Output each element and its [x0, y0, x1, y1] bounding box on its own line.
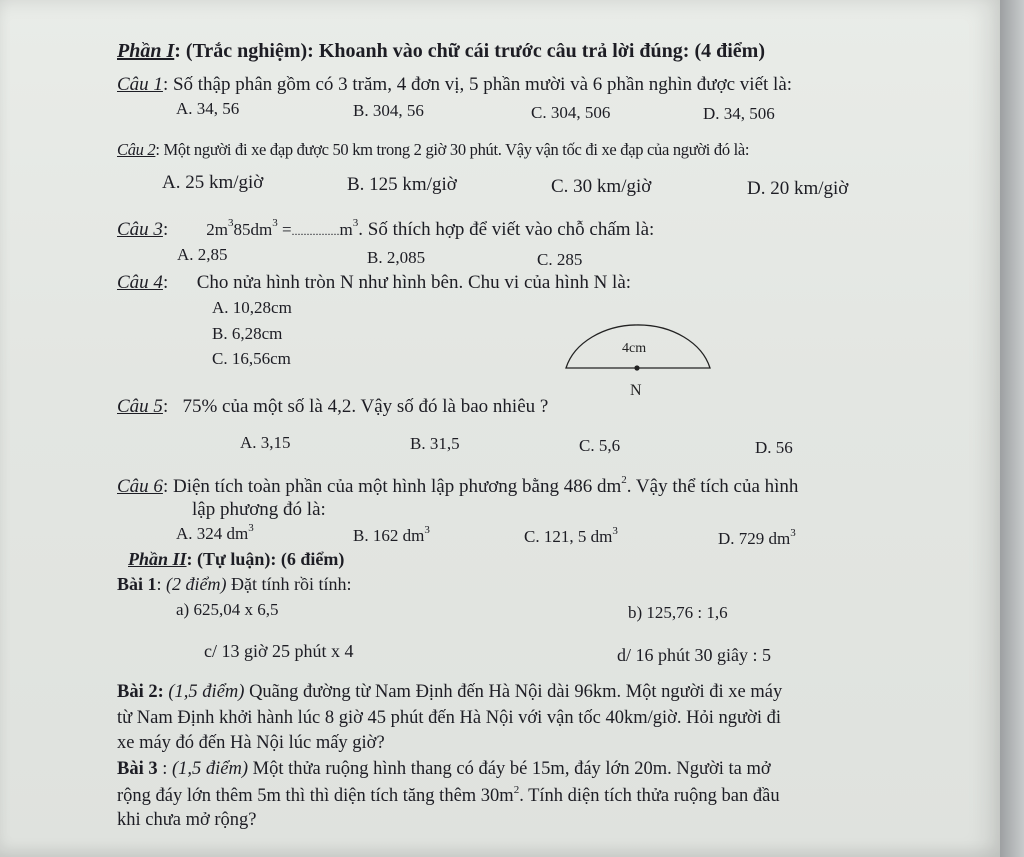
exercise-3-line-1: Bài 3 : (1,5 điểm) Một thửa ruộng hình thang có đáy bé 15m, đáy lớn 20m. Người ta mở	[117, 759, 771, 779]
question-label: Câu 3	[117, 219, 163, 240]
q2-option-d[interactable]: D. 20 km/giờ	[747, 178, 849, 199]
q2-option-a[interactable]: A. 25 km/giờ	[162, 172, 264, 193]
figure-name-label: N	[630, 382, 642, 399]
question-text: . Số thích hợp để viết vào chỗ chấm là:	[358, 219, 655, 240]
part1-header	[117, 40, 765, 63]
exercise-text: Đặt tính rồi tính:	[226, 574, 352, 594]
q3-expr-eq: =	[277, 220, 292, 239]
q3-option-c[interactable]: C. 285	[537, 250, 583, 269]
question-label: Câu 2	[117, 140, 156, 159]
q5-option-b[interactable]: B. 31,5	[410, 434, 460, 453]
part2-label: Phần II	[128, 549, 187, 569]
exercise-label: Bài 1	[117, 574, 157, 594]
exercise-3-line-2: rộng đáy lớn thêm 5m thì thì diện tích tăng thêm $30m^2$. Tính diện tích thửa ruộng ban đầu	[117, 784, 780, 806]
q3-option-a[interactable]: A. 2,85	[177, 245, 228, 264]
q1-option-b[interactable]: B. 304, 56	[353, 101, 424, 120]
q2-option-b[interactable]: B. 125 km/giờ	[347, 174, 457, 195]
exercise-points: (2 điểm)	[166, 574, 227, 594]
q1-option-a[interactable]: A. 34, 56	[176, 99, 240, 118]
q6-option-c[interactable]: C. 121, 5 $dm^3$	[524, 525, 618, 546]
q5-option-a[interactable]: A. 3,15	[240, 433, 291, 452]
q1-option-c[interactable]: C. 304, 506	[531, 103, 611, 122]
q3-exp-3: 3	[352, 217, 359, 229]
exercise-label: Bài 2:	[117, 682, 164, 702]
exercise-1-a: a) 625,04 x 6,5	[176, 600, 279, 619]
question-text: Cho nửa hình tròn N như hình bên. Chu vi của hình N là:	[196, 272, 632, 293]
question-1	[117, 74, 792, 96]
q3-expr-dm: 85dm	[233, 220, 273, 239]
exercise-1: Bài 1: (2 điểm) Đặt tính rồi tính:	[117, 574, 352, 594]
question-label: Câu 1	[117, 74, 163, 95]
exercise-1-c: c/ 13 giờ 25 phút x 4	[204, 641, 354, 661]
question-label: Câu 6	[117, 476, 163, 497]
exercise-points: (1,5 điểm)	[172, 759, 249, 779]
q3-exp-1: 3	[227, 217, 234, 229]
question-text: 75% của một số là 4,2. Vậy số đó là bao nhiêu ?	[182, 396, 549, 417]
q4-option-b[interactable]: B. 6,28cm	[212, 324, 283, 343]
exercise-points: (1,5 điểm)	[163, 682, 245, 702]
exercise-2-line-3: xe máy đó đến Hà Nội lúc mấy giờ?	[117, 733, 385, 753]
semicircle-figure	[560, 305, 720, 405]
q4-option-c[interactable]: C. 16,56cm	[212, 349, 291, 368]
q1-option-d[interactable]: D. 34, 506	[703, 104, 775, 123]
q6-option-b[interactable]: B. 162 $dm^3$	[353, 524, 430, 545]
question-2	[117, 140, 749, 160]
question-label: Câu 5	[117, 396, 163, 417]
q3-option-b[interactable]: B. 2,085	[367, 248, 426, 267]
q3-expr-m: 2m	[206, 220, 228, 239]
exercise-1-b: b) 125,76 : 1,6	[628, 603, 728, 622]
question-text: : Số thập phân gồm có 3 trăm, 4 đơn vị, 5 phần mười và 6 phần nghìn được viết là:	[162, 74, 793, 95]
q2-option-c[interactable]: C. 30 km/giờ	[551, 176, 652, 197]
q5-option-d[interactable]: D. 56	[755, 438, 793, 457]
question-text: : Một người đi xe đạp được 50 km trong 2 giờ 30 phút. Vậy vận tốc đi xe đạp của người đó là:	[155, 140, 750, 159]
question-text: : Diện tích toàn phần của một hình lập phương bằng 486 dm	[162, 476, 622, 497]
q4-option-a[interactable]: A. 10,28cm	[212, 298, 292, 317]
page-edge	[1000, 0, 1024, 857]
question-label: Câu 4	[117, 272, 163, 293]
exercise-1-d: d/ 16 phút 30 giây : 5	[617, 645, 771, 665]
exercise-3-line-3: khi chưa mở rộng?	[117, 810, 257, 830]
question-6: Câu 6: Diện tích toàn phần của một hình lập phương bằng 486 $dm^2$. Vậy thể tích của hình	[117, 474, 799, 497]
exercise-2-line-1: Bài 2: (1,5 điểm) Quãng đường từ Nam Định đến Hà Nội dài 96km. Một người đi xe máy	[117, 682, 783, 702]
q3-blank[interactable]: ................	[291, 224, 340, 238]
question-3: Câu 3: $2m^385dm^3 =................m^3$. Số thích hợp để viết vào chỗ chấm là:	[117, 217, 655, 240]
diameter-label: 4cm	[622, 341, 647, 356]
exercise-label: Bài 3	[117, 759, 158, 779]
part1-title: : (Trắc nghiệm): Khoanh vào chữ cái trước câu trả lời đúng: (4 điểm)	[174, 40, 765, 62]
center-point	[634, 365, 639, 370]
q3-unit: m	[339, 220, 353, 239]
q5-option-c[interactable]: C. 5,6	[579, 436, 621, 455]
question-5: Câu 5: 75% của một số là 4,2. Vậy số đó là bao nhiêu ?	[117, 396, 549, 417]
part2-header	[128, 549, 344, 570]
part2-title: : (Tự luận): (6 điểm)	[186, 549, 345, 569]
q6-option-d[interactable]: D. 729 $dm^3$	[718, 527, 796, 548]
question-text-end: . Vậy thể tích của hình	[626, 476, 799, 497]
part1-label: Phần I	[117, 40, 175, 62]
q6-option-a[interactable]: A. 324 $dm^3$	[176, 522, 254, 543]
question-4: Câu 4: Cho nửa hình tròn N như hình bên. Chu vi của hình N là:	[117, 272, 632, 293]
question-6-continued: lập phương đó là:	[192, 499, 326, 520]
q3-exp-2: 3	[272, 217, 278, 229]
exercise-2-line-2: từ Nam Định khởi hành lúc 8 giờ 45 phút đến Hà Nội với vận tốc 40km/giờ. Hỏi người đi	[117, 708, 781, 728]
